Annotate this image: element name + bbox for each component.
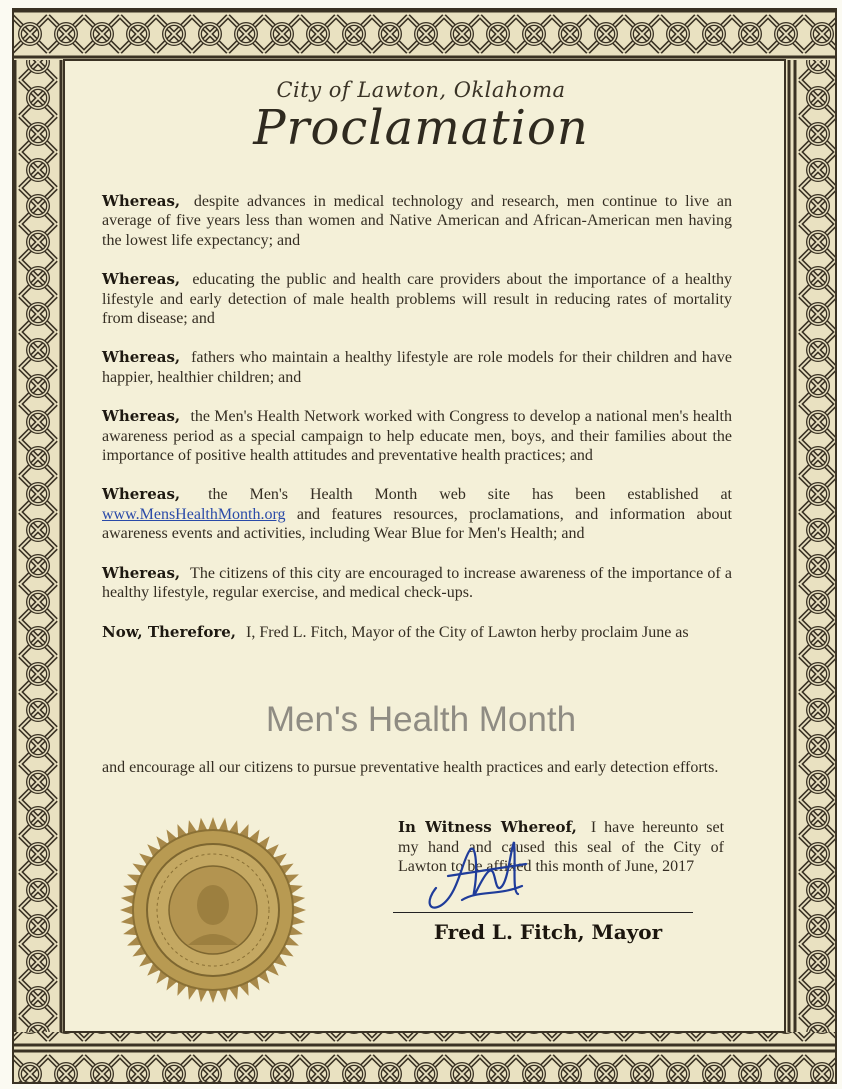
whereas-paragraph: [102, 407, 732, 465]
paragraph-text: the Men's Health Network worked with Congress to develop a national men's health awareness period as a special campaign to help educate men, boys, and their families about the importance of positive health attitudes and preventative health practices; and: [102, 408, 732, 465]
signature-line: [393, 912, 693, 913]
city-name: City of Lawton, Oklahoma: [276, 78, 566, 102]
witness-lead: In Witness Whereof,: [398, 818, 577, 836]
paragraph-text: educating the public and health care providers about the importance of a healthy lifestyle and early detection of male health problems will result in reducing rates of mortality from disease; and: [102, 271, 733, 328]
whereas-paragraph: [102, 192, 732, 250]
paragraph-text: The citizens of this city are encouraged to increase awareness of the importance of a healthy lifestyle, regular exercise, and medical check-ups.: [102, 564, 732, 602]
whereas-lead: Whereas,: [102, 485, 181, 504]
month-title: Men's Health Month: [265, 700, 577, 739]
website-link[interactable]: www.MensHealthMonth.org: [102, 505, 286, 523]
paragraph-text: and features resources, proclamations, and information about awareness events and activities, including Wear Blue for Men's Health; and: [102, 505, 732, 543]
proclamation-title: Proclamation: [253, 100, 589, 156]
city-seal: [118, 815, 308, 1005]
mayor-name: Fred L. Fitch, Mayor: [433, 920, 663, 944]
paragraph-text: the Men's Health Month web site has been established at: [208, 486, 732, 504]
paragraph-text: fathers who maintain a healthy lifestyle are role models for their children and have happier, healthier children; and: [102, 349, 733, 386]
whereas-paragraph: [102, 564, 732, 603]
paragraph-text: I, Fred L. Fitch, Mayor of the City of Lawton herby proclaim June as: [246, 623, 689, 641]
whereas-paragraph: [102, 348, 732, 387]
whereas-lead: Whereas,: [102, 407, 181, 426]
witness-text: I have hereunto set my hand and caused this seal of the City of Lawton to be affixed this month of June, 2017: [398, 819, 725, 876]
paragraph-text: despite advances in medical technology and research, men continue to live an average of five years less than women and Native American and African-American men having the lowest life expectancy; and: [102, 193, 733, 249]
proclamation-body: [102, 192, 732, 662]
whereas-paragraph: [102, 270, 732, 328]
whereas-lead: Whereas,: [102, 563, 181, 582]
whereas-lead: Whereas,: [102, 348, 181, 367]
now-therefore-paragraph: [102, 623, 732, 642]
whereas-lead: Whereas,: [102, 270, 181, 289]
mayor-signature: [418, 830, 538, 920]
whereas-paragraph: [102, 485, 732, 543]
now-therefore-lead: Now, Therefore,: [102, 622, 237, 641]
whereas-lead: Whereas,: [102, 192, 181, 210]
closing-text: and encourage all our citizens to pursue preventative health practices and early detection efforts.: [102, 759, 719, 776]
header: [0, 78, 842, 156]
